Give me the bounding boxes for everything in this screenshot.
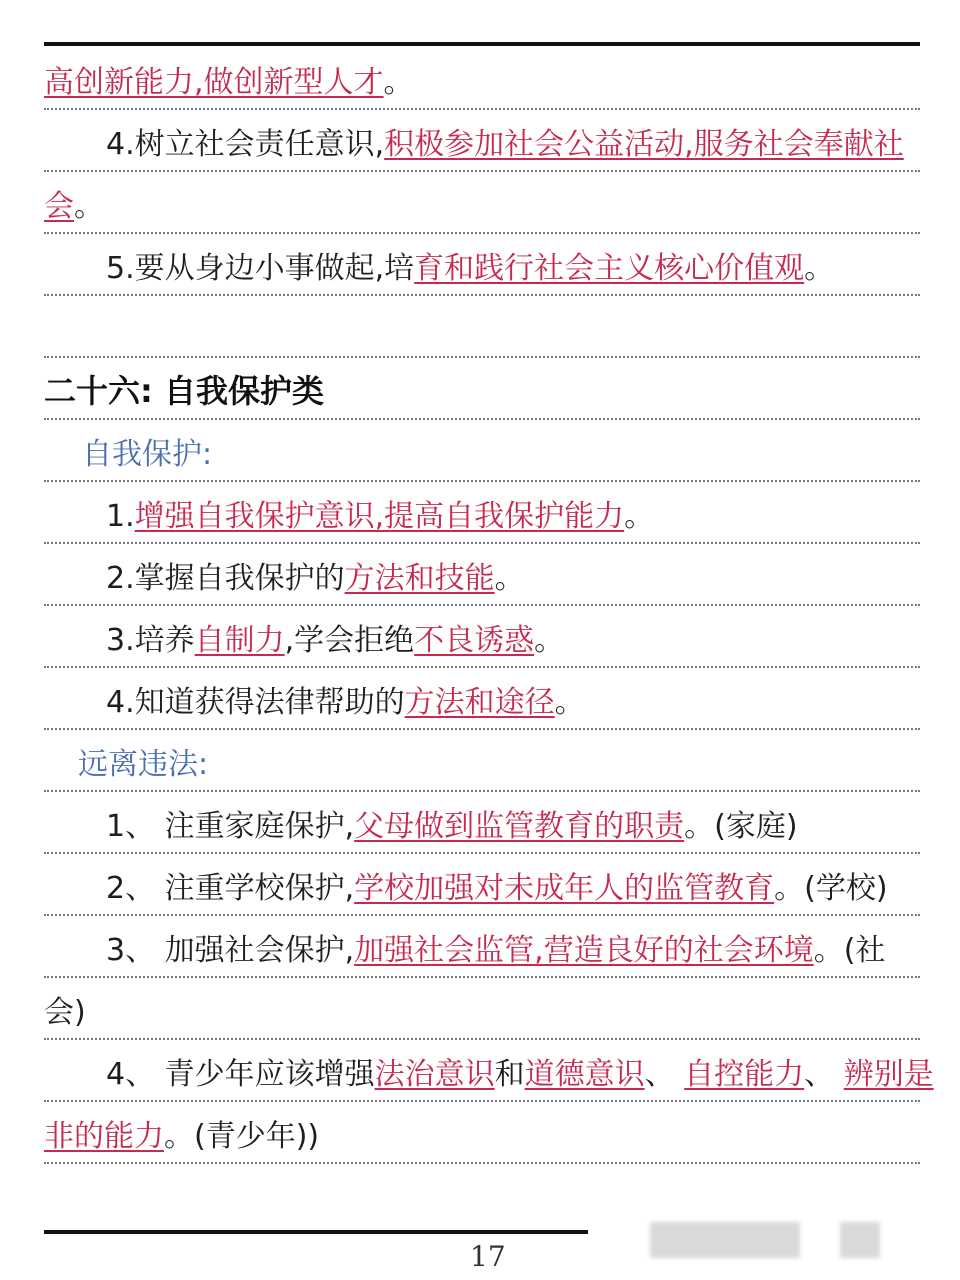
text: 。(社 bbox=[813, 933, 886, 968]
line-text bbox=[44, 685, 585, 720]
text: 会) bbox=[44, 995, 86, 1030]
subheading-text: 远离违法: bbox=[78, 747, 209, 782]
text: 1. bbox=[106, 499, 135, 534]
highlight: 加强社会监管,营造良好的社会环境 bbox=[354, 933, 814, 968]
line-text bbox=[44, 189, 104, 224]
line-text bbox=[44, 623, 565, 658]
highlight: 自控能力 bbox=[684, 1057, 805, 1092]
line-text bbox=[44, 1119, 320, 1154]
line-5 bbox=[44, 296, 920, 358]
subheading-text: 自我保护: bbox=[82, 437, 213, 472]
text: 。 bbox=[383, 65, 414, 100]
line-7 bbox=[44, 420, 920, 482]
highlight: 道德意识 bbox=[524, 1057, 645, 1092]
text: 2.掌握自我保护的 bbox=[106, 561, 345, 596]
text: 。 bbox=[494, 561, 525, 596]
text: 、 bbox=[644, 1057, 685, 1092]
line-19 bbox=[44, 1164, 920, 1226]
subheading bbox=[82, 437, 213, 472]
text: 2、 注重学校保护, bbox=[106, 871, 355, 906]
text: 4.知道获得法律帮助的 bbox=[106, 685, 405, 720]
line-9 bbox=[44, 544, 920, 606]
highlight: 学校加强对未成年人的监管教育 bbox=[354, 871, 775, 906]
text: 。(青少年)) bbox=[164, 1119, 320, 1154]
line-8 bbox=[44, 482, 920, 544]
section-heading bbox=[44, 372, 324, 410]
line-text bbox=[44, 127, 904, 162]
line-14 bbox=[44, 854, 920, 916]
text: 。(家庭) bbox=[684, 809, 798, 844]
text: 。 bbox=[624, 499, 655, 534]
highlight: 不良诱惑 bbox=[414, 623, 535, 658]
line-text bbox=[44, 995, 86, 1030]
line-3 bbox=[44, 172, 920, 234]
text: 。 bbox=[74, 189, 104, 224]
line-text bbox=[44, 251, 835, 286]
line-15 bbox=[44, 916, 920, 978]
text: 。 bbox=[534, 623, 565, 658]
line-18 bbox=[44, 1102, 920, 1164]
text: 。 bbox=[554, 685, 585, 720]
blurred-watermark bbox=[650, 1222, 800, 1258]
line-6 bbox=[44, 358, 920, 420]
page-number: 17 bbox=[470, 1240, 506, 1273]
highlight: 法治意识 bbox=[374, 1057, 495, 1092]
text: 。 bbox=[804, 251, 835, 286]
heading-text: 二十六: 自我保护类 bbox=[44, 372, 324, 410]
highlight: 增强自我保护意识,提高自我保护能力 bbox=[134, 499, 625, 534]
highlight: 积极参加社会公益活动,服务社会奉献社 bbox=[384, 127, 904, 162]
highlight: 辨别是 bbox=[843, 1057, 934, 1092]
highlight: 会 bbox=[44, 189, 74, 224]
line-4 bbox=[44, 234, 920, 296]
line-text bbox=[44, 871, 888, 906]
highlight: 非的能力 bbox=[44, 1119, 164, 1154]
text: 5.要从身边小事做起,培 bbox=[106, 251, 415, 286]
line-text bbox=[44, 561, 525, 596]
text: 4.树立社会责任意识, bbox=[106, 127, 385, 162]
line-2 bbox=[44, 110, 920, 172]
bottom-rule bbox=[44, 1230, 588, 1234]
text: 。(学校) bbox=[774, 871, 888, 906]
line-11 bbox=[44, 668, 920, 730]
text: 和 bbox=[494, 1057, 525, 1092]
highlight: 育和践行社会主义核心价值观 bbox=[414, 251, 805, 286]
line-text bbox=[44, 809, 798, 844]
subheading bbox=[78, 747, 209, 782]
top-rule bbox=[44, 42, 920, 46]
line-10 bbox=[44, 606, 920, 668]
line-12 bbox=[44, 730, 920, 792]
text: ,学会拒绝 bbox=[284, 623, 415, 658]
text: 3、 加强社会保护, bbox=[106, 933, 355, 968]
line-text bbox=[44, 65, 414, 100]
text: 1、 注重家庭保护, bbox=[106, 809, 355, 844]
highlight: 自制力 bbox=[194, 623, 285, 658]
line-1 bbox=[44, 48, 920, 110]
blurred-watermark bbox=[840, 1222, 880, 1258]
line-text bbox=[44, 1057, 934, 1092]
highlight: 方法和技能 bbox=[344, 561, 495, 596]
highlight: 方法和途径 bbox=[404, 685, 555, 720]
text: 4、 青少年应该增强 bbox=[106, 1057, 375, 1092]
highlight: 高创新能力,做创新型人才 bbox=[44, 65, 384, 100]
text: 3.培养 bbox=[106, 623, 195, 658]
line-17 bbox=[44, 1040, 934, 1102]
text: 、 bbox=[804, 1057, 844, 1092]
line-16 bbox=[44, 978, 920, 1040]
line-text bbox=[44, 499, 655, 534]
line-text bbox=[44, 933, 886, 968]
highlight: 父母做到监管教育的职责 bbox=[354, 809, 685, 844]
line-13 bbox=[44, 792, 920, 854]
